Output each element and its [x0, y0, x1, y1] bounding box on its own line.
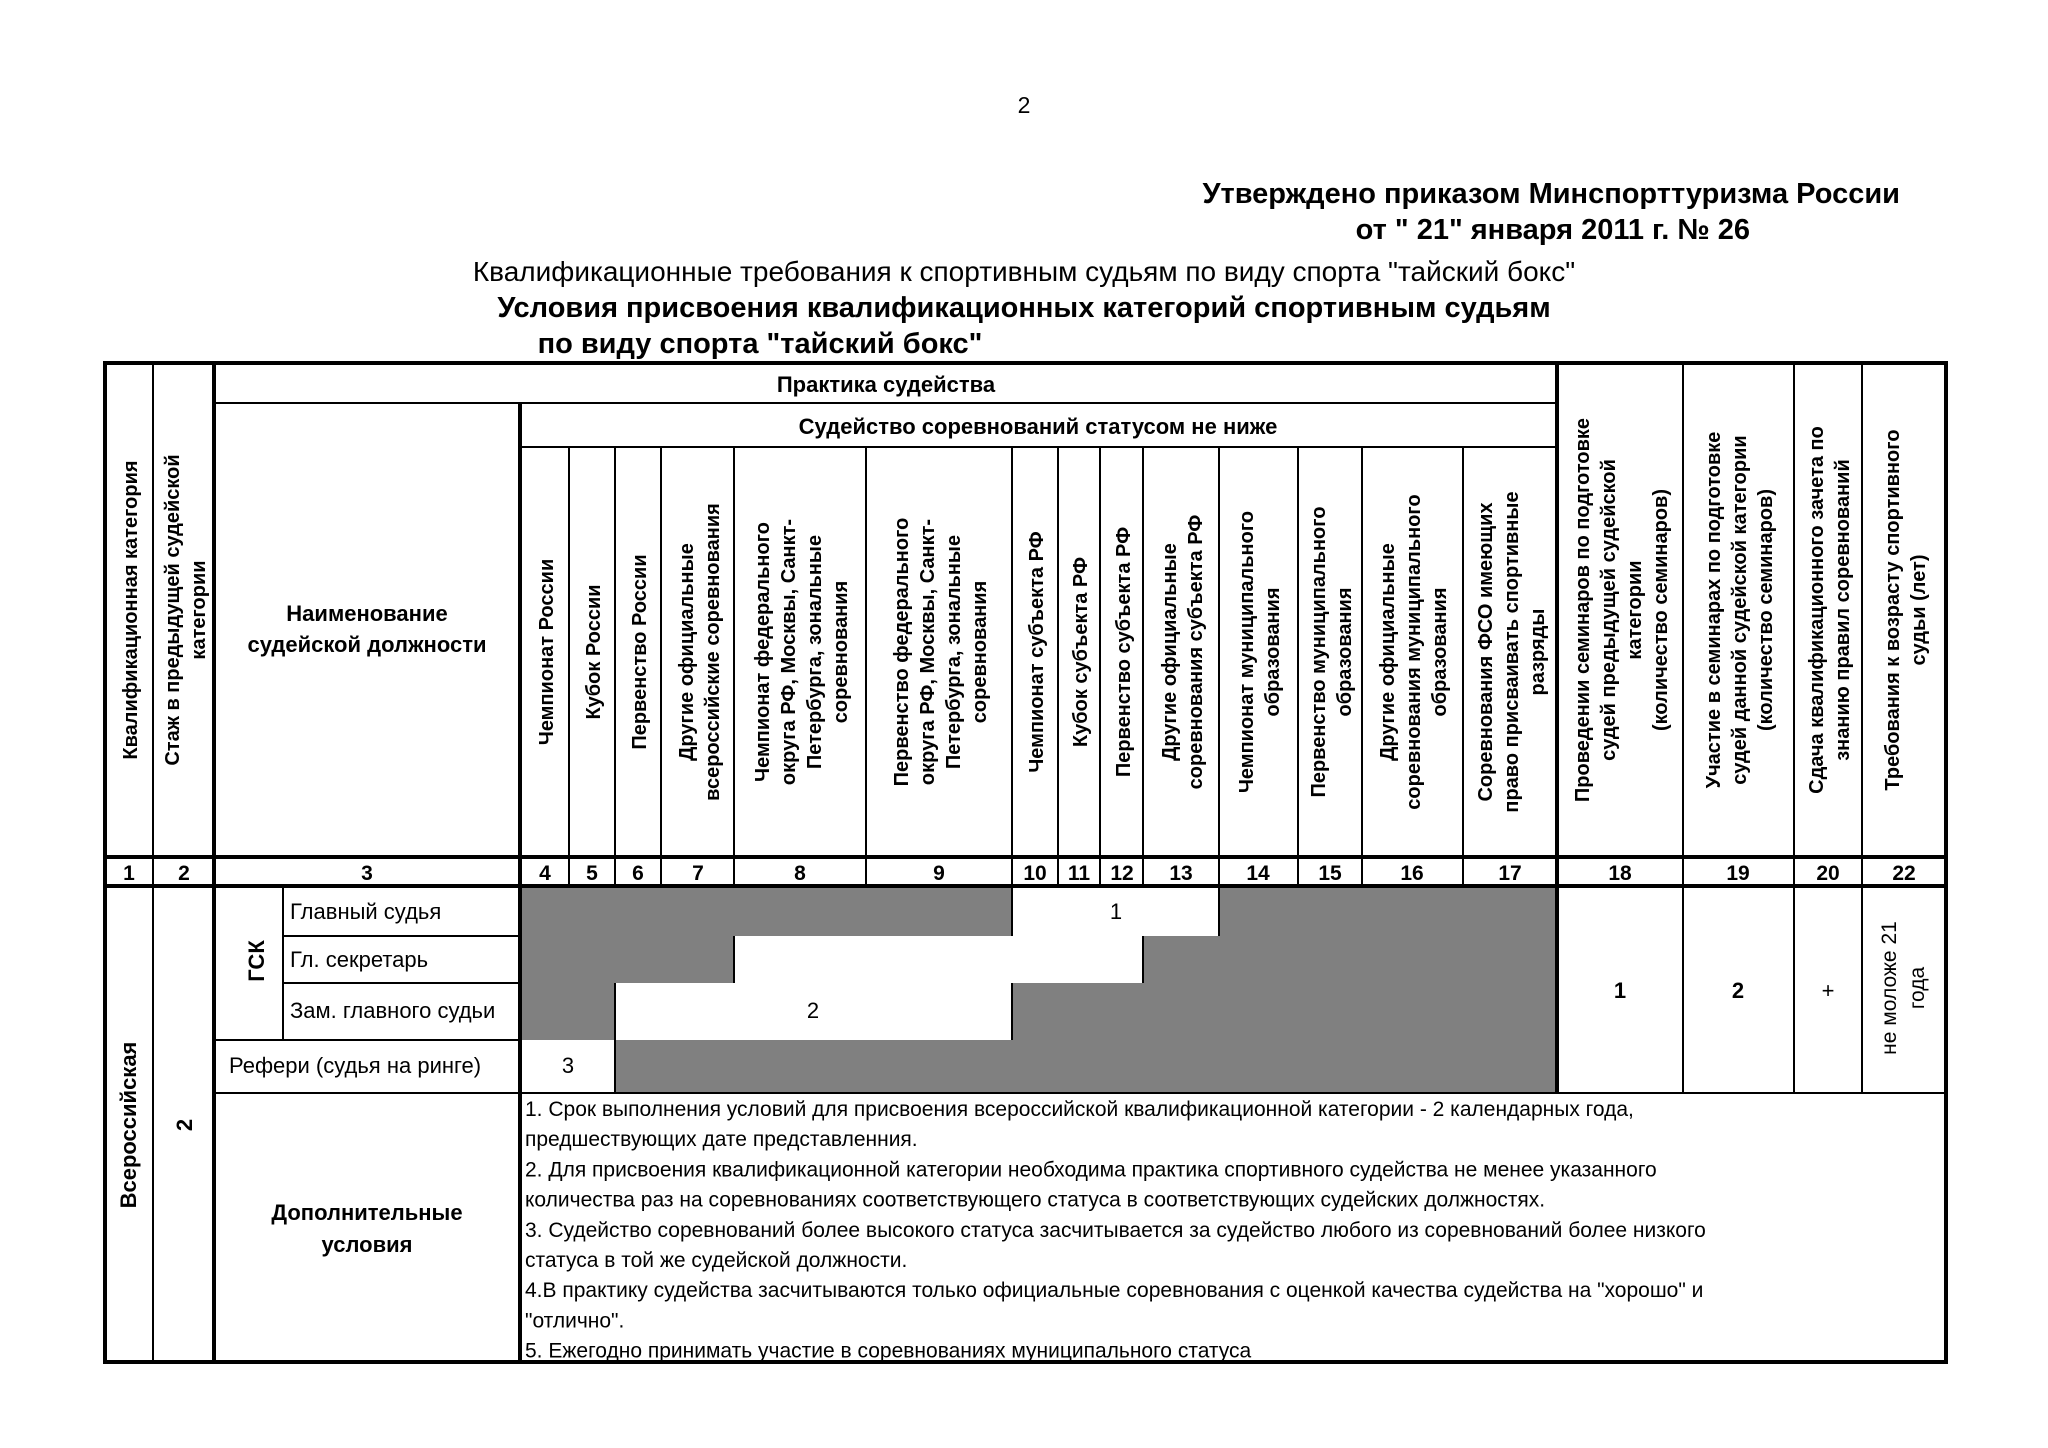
- header-col4-line-1: Чемпионат России: [536, 558, 558, 746]
- value-age-2: года: [1906, 966, 1929, 1010]
- column-number-5: 5: [586, 862, 598, 885]
- header-col9-line-4: соревнования: [969, 580, 991, 724]
- header-col20-line-1: Сдача квалификационного зачета по: [1806, 426, 1828, 794]
- header-col7-line-1: Другие официальные: [676, 543, 698, 761]
- column-number-13: 13: [1169, 862, 1193, 885]
- column-number-10: 10: [1023, 862, 1047, 885]
- column-number-22: 22: [1892, 862, 1916, 885]
- header-col19-line-1: Участие в семинарах по подготовке: [1703, 431, 1725, 789]
- shaded-cells: [520, 886, 1557, 1093]
- page-number: 2: [1017, 92, 1031, 118]
- column-number-4: 4: [539, 862, 551, 885]
- document-title-line-2: по виду спорта "тайский бокс": [537, 328, 983, 360]
- column-number-15: 15: [1318, 862, 1342, 885]
- header-col5-line-1: Кубок России: [583, 584, 605, 720]
- header-col18-line-2: судей предыдущей судейской: [1598, 459, 1620, 761]
- gsk-label: ГСК: [244, 940, 269, 982]
- additional-condition-line: 3. Судейство соревнований более высокого статуса засчитывается за судейство любого из соревнований более низкого: [525, 1218, 1706, 1242]
- column-number-18: 18: [1608, 862, 1632, 885]
- header-col15-line-1: Первенство муниципального: [1308, 506, 1330, 798]
- value-referee: 3: [561, 1053, 575, 1078]
- approval-line-2: от " 21" января 2011 г. № 26: [1355, 214, 1750, 246]
- position-chief-secretary: Гл. секретарь: [290, 947, 429, 972]
- column-number-17: 17: [1498, 862, 1522, 885]
- header-col11-line-1: Кубок субъекта РФ: [1070, 556, 1092, 748]
- column-number-2: 2: [178, 862, 190, 885]
- additional-condition-line: 2. Для присвоения квалификационной категории необходима практика спортивного судейства не менее указанного: [525, 1158, 1657, 1182]
- value-deputy: 2: [806, 998, 820, 1023]
- header-col18-line-4: (количество семинаров): [1650, 489, 1672, 731]
- column-number-16: 16: [1400, 862, 1424, 885]
- header-col20-line-2: знанию правил соревнований: [1832, 459, 1854, 761]
- column-number-3: 3: [361, 862, 373, 885]
- header-col8-line-4: соревнования: [830, 580, 852, 724]
- additional-conditions: [525, 1098, 1706, 1363]
- column-number-1: 1: [123, 862, 135, 885]
- additional-condition-line: статуса в той же судейской должности.: [525, 1249, 908, 1272]
- column-number-14: 14: [1246, 862, 1270, 885]
- header-col14-line-2: образования: [1262, 587, 1284, 717]
- header-col1-line-1: Квалификационная категория: [120, 460, 142, 760]
- header-col22-line-1: Требования к возрасту спортивного: [1882, 429, 1904, 791]
- header-col17-line-3: разряды: [1527, 608, 1549, 696]
- column-number-7: 7: [692, 862, 704, 885]
- header-col18-line-3: категории: [1624, 560, 1646, 660]
- additional-condition-line: "отлично".: [525, 1309, 625, 1333]
- header-col9-line-1: Первенство федерального: [891, 517, 913, 787]
- value-seminars-attended: 2: [1731, 978, 1745, 1003]
- header-col18-line-1: Проведении семинаров по подготовке: [1572, 417, 1594, 803]
- header-col16-line-1: Другие официальные: [1377, 543, 1399, 761]
- additional-condition-line: количества раз на соревнованиях соответствующего статуса в соответствующих судейских должностях.: [525, 1188, 1546, 1212]
- header-col15-line-2: образования: [1334, 587, 1356, 717]
- additional-condition-line: 1. Срок выполнения условий для присвоения всероссийской квалификационной категории - 2 календарных года,: [525, 1098, 1634, 1121]
- value-exam: +: [1821, 978, 1835, 1003]
- header-col6-line-1: Первенство России: [629, 554, 651, 750]
- value-chief-judge: 1: [1109, 899, 1123, 924]
- header-col10-line-1: Чемпионат субъекта РФ: [1026, 531, 1048, 773]
- column-number-9: 9: [933, 862, 945, 885]
- column-number-11: 11: [1067, 862, 1091, 885]
- document-subtitle: Квалификационные требования к спортивным судьям по виду спорта "тайский бокс": [472, 256, 1576, 287]
- column-number-19: 19: [1726, 862, 1750, 885]
- header-position-name-1: Наименование: [286, 601, 448, 626]
- value-age-1: не моложе 21: [1878, 921, 1901, 1055]
- header-position-name-2: судейской должности: [247, 632, 487, 657]
- column-numbers: [123, 862, 1916, 885]
- header-col8-line-3: Петербурга, зональные: [804, 534, 826, 770]
- header-col22-line-2: судьи (лет): [1908, 554, 1930, 666]
- header-col17-line-1: Соревнования ФСО имеющих: [1475, 502, 1497, 802]
- column-number-6: 6: [632, 862, 644, 885]
- header-col9-line-2: округа РФ, Москвы, Санкт-: [917, 518, 939, 786]
- document-title-line-1: Условия присвоения квалификационных категорий спортивным судьям: [497, 292, 1551, 324]
- column-number-8: 8: [794, 862, 806, 885]
- header-col13-line-2: соревнования субъекта РФ: [1185, 514, 1207, 790]
- experience-value: 2: [172, 1118, 197, 1132]
- position-deputy-chief: Зам. главного судьи: [290, 998, 496, 1023]
- position-chief-judge: Главный судья: [290, 899, 442, 924]
- header-col16-line-3: образования: [1429, 587, 1451, 717]
- header-status: Судейство соревнований статусом не ниже: [798, 414, 1278, 439]
- header-col2-line-2: категории: [188, 560, 210, 660]
- header-col7-line-2: всероссийские соревнования: [702, 503, 724, 801]
- header-col14-line-1: Чемпионат муниципального: [1236, 510, 1258, 794]
- header-col13-line-1: Другие официальные: [1159, 543, 1181, 761]
- header-practice: Практика судейства: [776, 372, 996, 397]
- header-col8-line-1: Чемпионат федерального: [752, 522, 774, 782]
- category-label: Всероссийская: [116, 1041, 141, 1209]
- approval-line-1: Утверждено приказом Минспорттуризма России: [1202, 178, 1900, 210]
- value-seminars-conducted: 1: [1613, 978, 1627, 1003]
- additional-condition-line: 5. Ежегодно принимать участие в соревнованиях муниципального статуса: [525, 1339, 1252, 1363]
- position-referee: Рефери (судья на ринге): [229, 1053, 482, 1078]
- additional-condition-line: предшествующих дате представленния.: [525, 1128, 918, 1152]
- header-col12-line-1: Первенство субъекта РФ: [1113, 526, 1135, 778]
- additional-label-1: Дополнительные: [271, 1200, 463, 1225]
- additional-label-2: условия: [321, 1232, 413, 1257]
- header-col9-line-3: Петербурга, зональные: [943, 534, 965, 770]
- header-col17-line-2: право присваивать спортивные: [1501, 491, 1523, 813]
- header-col19-line-2: судей данной судейской категории: [1729, 435, 1751, 785]
- header-col16-line-2: соревнования муниципального: [1403, 494, 1425, 810]
- header-col8-line-2: округа РФ, Москвы, Санкт-: [778, 518, 800, 786]
- additional-condition-line: 4.В практику судейства засчитываются только официальные соревнования с оценкой качества судейства на "хорошо" и: [525, 1279, 1704, 1303]
- column-number-20: 20: [1816, 862, 1840, 885]
- header-col2-line-1: Стаж в предыдущей судейской: [162, 454, 184, 766]
- header-col19-line-3: (количество семинаров): [1755, 489, 1777, 731]
- column-number-12: 12: [1110, 862, 1134, 885]
